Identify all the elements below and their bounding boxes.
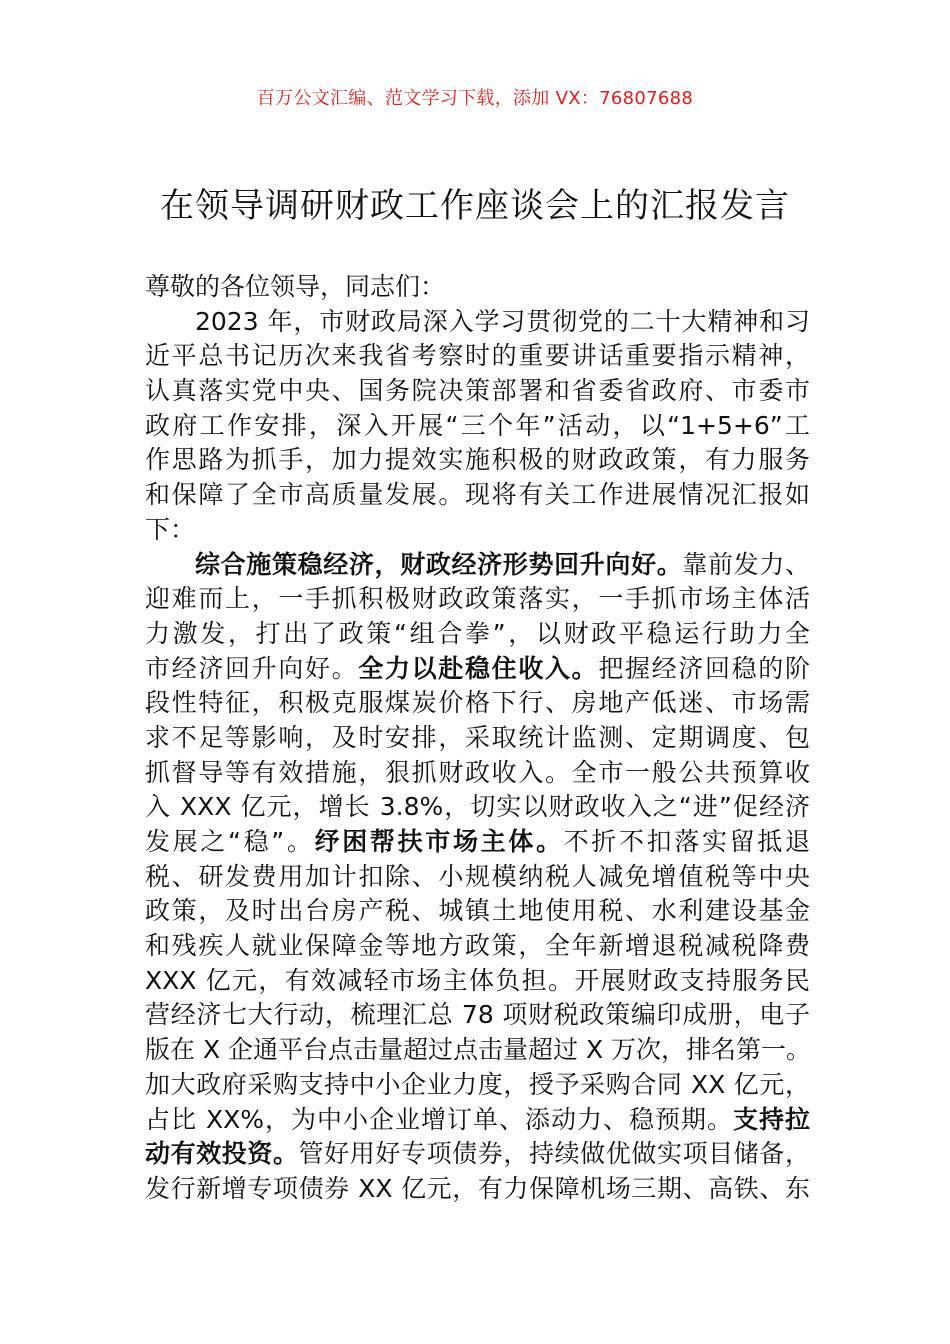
body-text: 政策，及时出台房产税、城镇土地使用税、水利建设基金 (145, 896, 810, 926)
paragraph-2-line (145, 790, 810, 825)
body-text: 不折不扣落实留抵退 (563, 827, 810, 856)
paragraph-2-line (145, 894, 810, 929)
body-text: 占比 XX%，为中小企业增订单、添动力、稳预期。 (145, 1104, 733, 1134)
bold-heading-text: 全力以赴稳住收入。 (358, 653, 599, 683)
body-text: 加大政府采购支持中小企业力度，授予采购合同 XX 亿元， (145, 1069, 810, 1099)
body-text: 认真落实党中央、国务院决策部署和省委省政府、市委市 (145, 376, 810, 406)
body-text: 税、研发费用加计扣除、小规模纳税人减免增值税等中央 (145, 861, 810, 891)
bold-heading-text: 支持拉 (732, 1104, 810, 1134)
body-text: 营经济七大行动，梳理汇总 78 项财税政策编印成册，电子 (145, 1000, 810, 1030)
paragraph-2-line (145, 1068, 810, 1103)
paragraph-1-line (145, 339, 810, 374)
body-text: 发展之“稳”。 (145, 827, 315, 856)
paragraph-2-line (145, 756, 810, 791)
paragraph-2-line (145, 1137, 810, 1172)
body-text: 把握经济回稳的阶 (598, 653, 810, 683)
body-text: 靠前发力、 (682, 549, 810, 579)
bold-heading-text: 纾困帮扶市场主体。 (314, 827, 564, 856)
paragraph-1-line (145, 513, 810, 548)
body-text: 政府工作安排，深入开展“三个年”活动，以“1+5+6”工 (145, 410, 810, 440)
body-text: 和保障了全市高质量发展。现将有关工作进展情况汇报如 (145, 480, 810, 510)
document-title: 在领导调研财政工作座谈会上的汇报发言 (160, 186, 790, 226)
body-text: 近平总书记历次来我省考察时的重要讲话重要指示精神， (145, 341, 810, 371)
watermark-banner: 百万公文汇编、范文学习下载，添加 VX：76807688 (256, 88, 694, 109)
body-text: 管好用好专项债券，持续做优做实项目储备， (298, 1139, 810, 1169)
paragraph-2-line (145, 1103, 810, 1138)
paragraph-2-line (145, 652, 810, 687)
paragraph-1-line (145, 443, 810, 478)
paragraph-2-line (145, 998, 810, 1033)
paragraph-2-line (145, 929, 810, 964)
paragraph-2-line (145, 860, 810, 895)
body-text: 迎难而上，一手抓积极财政政策落实，一手抓市场主体活 (145, 584, 810, 614)
body-text: 力激发，打出了政策“组合拳”，以财政平稳运行助力全 (145, 618, 810, 648)
body-text: 和残疾人就业保障金等地方政策，全年新增退税减税降费 (145, 931, 810, 961)
bold-heading-text: 综合施策稳经济，财政经济形势回升向好。 (195, 549, 683, 579)
body-text: 市经济回升向好。 (145, 653, 359, 683)
paragraph-2-line (145, 721, 810, 756)
paragraph-2-line (145, 582, 810, 617)
body-text: 2023 年，市财政局深入学习贯彻党的二十大精神和习 (195, 306, 810, 336)
body-text: 段性特征，积极克服煤炭价格下行、房地产低迷、市场需 (145, 688, 810, 718)
paragraph-2-line (145, 825, 810, 860)
paragraph-1-line (145, 409, 810, 444)
paragraph-2-line (145, 686, 810, 721)
bold-heading-text: 动有效投资。 (145, 1139, 299, 1169)
paragraph-1-line (145, 374, 810, 409)
body-text: 作思路为抓手，加力提效实施积极的财政政策，有力服务 (145, 445, 810, 475)
paragraph-2-line (145, 1172, 810, 1207)
body-text: 发行新增专项债券 XX 亿元，有力保障机场三期、高铁、东 (145, 1173, 810, 1203)
paragraph-1-line (145, 305, 810, 340)
paragraph-2-line (145, 964, 810, 999)
body-text: XXX 亿元，有效减轻市场主体负担。开展财政支持服务民 (145, 965, 810, 995)
salutation: 尊敬的各位领导，同志们： (145, 272, 446, 301)
body-text: 下： (145, 514, 196, 544)
body-text: 入 XXX 亿元，增长 3.8%，切实以财政收入之“进”促经济 (145, 792, 810, 822)
body-text: 求不足等影响，及时安排，采取统计监测、定期调度、包 (145, 722, 810, 752)
paragraph-2-line (145, 1033, 810, 1068)
body-text: 抓督导等有效措施，狠抓财政收入。全市一般公共预算收 (145, 757, 810, 787)
paragraph-2-line (145, 548, 810, 583)
paragraph-1-line (145, 478, 810, 513)
paragraph-2-line (145, 617, 810, 652)
document-body (145, 270, 810, 1207)
body-text: 版在 X 企通平台点击量超过点击量超过 X 万次，排名第一。 (145, 1035, 812, 1065)
